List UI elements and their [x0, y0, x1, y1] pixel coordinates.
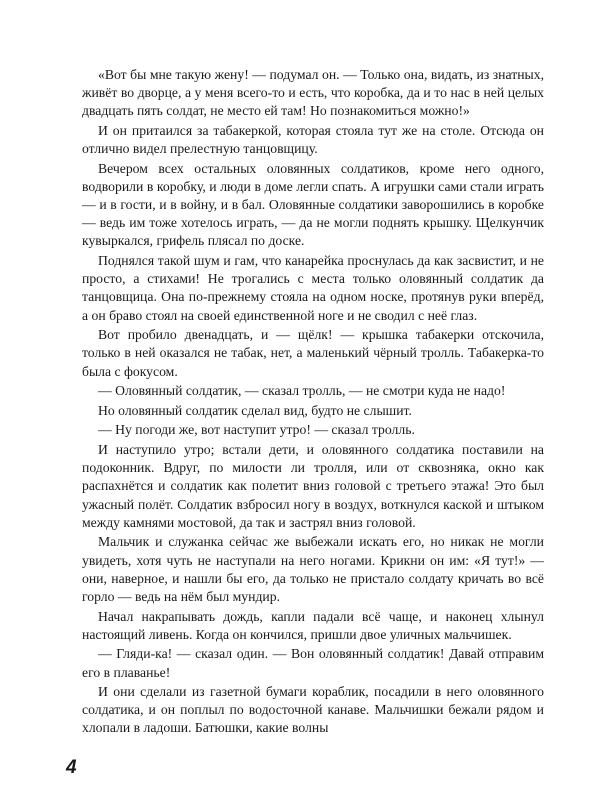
paragraph: — Оловянный солдатик, — сказал тролль, — не смотри куда не надо!	[98, 383, 506, 399]
page-number: 4	[66, 757, 77, 778]
paragraph: Вот пробило двенадцать, и — щёлк! — крышка табакерки отскочила, только в ней оказался не табак, нет, а маленький чёрный тролль. Табакерка-то была с фокусом.	[82, 327, 544, 379]
paragraph: И они сделали из газетной бумаги кораблик, посадили в него оловянного солдатика, и он поплыл по водосточной канаве. Мальчишки бежали рядом и хлопали в ладоши. Батюшки, какие волны	[82, 684, 544, 736]
paragraph: Вечером всех остальных оловянных солдатиков, кроме него одного, водворили в коробку, и люди в доме легли спать. А игрушки сами стали играть — и в гости, и в войну, и в бал. Оловянные солдатики заворошились в коробке — ведь им тоже хотелось играть, — да не могли поднять крышку. Щелкунчик кувыркался, грифель плясал по доске.	[82, 160, 544, 249]
paragraph: «Вот бы мне такую жену! — подумал он. — Только она, видать, из знатных, живёт во дворце, а у меня всего-то и есть, что коробка, да и то нас в ней целых двадцать пять солдат, не место ей там! Но познакомиться можно!»	[82, 67, 544, 119]
paragraph: Мальчик и служанка сейчас же выбежали искать его, но никак не могли увидеть, хотя чуть не наступали на него ногами. Крикни он им: «Я тут!» — они, наверное, и нашли бы его, да только не пристало солдату кричать во всё горло — ведь на нём был мундир.	[82, 534, 544, 604]
paragraph: И он притаился за табакеркой, которая стояла тут же на столе. Отсюда он отлично видел прелестную танцовщицу.	[82, 122, 544, 157]
body-text	[82, 66, 544, 738]
paragraph: — Гляди-ка! — сказал один. — Вон оловянный солдатик! Давай отправим его в плаванье!	[82, 646, 544, 680]
paragraph: Поднялся такой шум и гам, что канарейка проснулась да как засвистит, и не просто, а стихами! Не трогались с места только оловянный солдатик да танцовщица. Она по-прежнему стояла на одном носке, протянув руки вперёд, а он браво стоял на своей единственной ноге и не сводил с неё глаз.	[82, 253, 544, 323]
paragraph: Но оловянный солдатик сделал вид, будто не слышит.	[98, 402, 412, 418]
paragraph: Начал накрапывать дождь, капли падали всё чаще, и наконец хлынул настоящий ливень. Когда он кончился, пришли двое уличных мальчишек.	[82, 608, 544, 642]
paragraph: И наступило утро; встали дети, и оловянного солдатика поставили на подоконник. Вдруг, по милости ли тролля, или от сквозняка, окно как распахнётся и солдатик как полетит вниз головой с третьего этажа! Это был ужасный полёт. Солдатик взбросил ногу в воздух, воткнулся каской и штыком между камнями мостовой, да так и застрял вниз головой.	[82, 442, 544, 530]
paragraph: — Ну погоди же, вот наступит утро! — сказал тролль.	[98, 422, 415, 438]
